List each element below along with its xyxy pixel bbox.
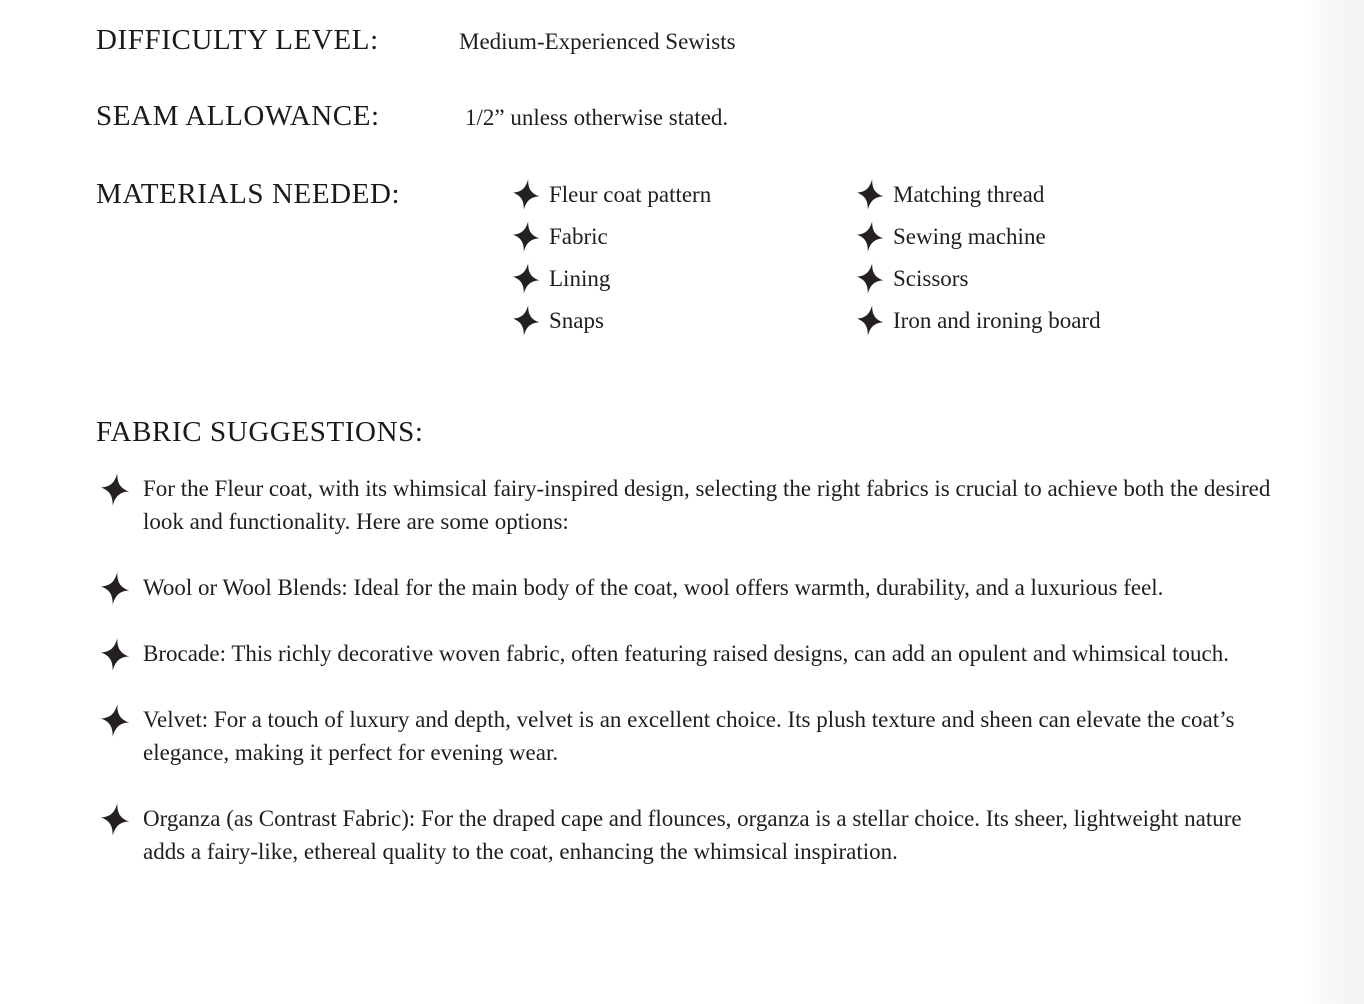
- sparkle-bullet-icon: [510, 177, 542, 212]
- materials-item: [512, 262, 711, 295]
- materials-item-label: Scissors: [893, 266, 969, 291]
- materials-item-label: Fabric: [549, 224, 608, 249]
- materials-item: [512, 178, 711, 211]
- fabric-suggestion-item: [100, 703, 1280, 769]
- materials-item: [856, 304, 1101, 337]
- materials-item: [856, 262, 1101, 295]
- seam-allowance-value: 1/2” unless otherwise stated.: [465, 105, 729, 130]
- materials-item: [856, 178, 1101, 211]
- materials-column-1: [512, 178, 711, 346]
- fabric-suggestions-label: FABRIC SUGGESTIONS:: [96, 416, 424, 448]
- fabric-suggestion-item: [100, 571, 1280, 604]
- sparkle-bullet-icon: [98, 636, 132, 673]
- seam-allowance-label: SEAM ALLOWANCE:: [96, 100, 380, 132]
- fabric-suggestion-item: [100, 637, 1280, 670]
- materials-item: [512, 220, 711, 253]
- materials-item-label: Iron and ironing board: [893, 308, 1101, 333]
- materials-column-2: [856, 178, 1101, 346]
- difficulty-value: Medium-Experienced Sewists: [459, 29, 736, 54]
- materials-item-label: Snaps: [549, 308, 604, 333]
- materials-needed-label: MATERIALS NEEDED:: [96, 178, 401, 210]
- sparkle-bullet-icon: [510, 303, 542, 338]
- sparkle-bullet-icon: [510, 261, 542, 296]
- sparkle-bullet-icon: [98, 570, 132, 607]
- sparkle-bullet-icon: [98, 801, 132, 838]
- sparkle-bullet-icon: [98, 702, 132, 739]
- materials-item: [856, 220, 1101, 253]
- sparkle-bullet-icon: [510, 219, 542, 254]
- sparkle-bullet-icon: [854, 261, 886, 296]
- page-edge-gutter: [1306, 0, 1364, 1004]
- materials-item-label: Sewing machine: [893, 224, 1046, 249]
- difficulty-row: [96, 22, 736, 58]
- difficulty-label: DIFFICULTY LEVEL:: [96, 24, 379, 56]
- fabric-suggestion-item: [100, 472, 1280, 538]
- materials-item-label: Fleur coat pattern: [549, 182, 712, 207]
- fabric-suggestion-item: [100, 802, 1280, 868]
- sparkle-bullet-icon: [854, 219, 886, 254]
- materials-item-label: Lining: [549, 266, 611, 291]
- sparkle-bullet-icon: [98, 471, 132, 508]
- sparkle-bullet-icon: [854, 177, 886, 212]
- fabric-suggestion-text: Organza (as Contrast Fabric): For the draped cape and flounces, organza is a stellar choice. Its sheer, lightweight nature adds a fairy-like, ethereal quality to the coat, enhancing the whimsical inspiration.: [143, 806, 1242, 864]
- fabric-suggestion-text: For the Fleur coat, with its whimsical fairy-inspired design, selecting the right fabrics is crucial to achieve both the desired look and functionality. Here are some options:: [143, 476, 1271, 534]
- fabric-suggestion-text: Brocade: This richly decorative woven fabric, often featuring raised designs, can add an opulent and whimsical touch.: [143, 641, 1229, 666]
- fabric-suggestions-list: [100, 472, 1280, 901]
- sparkle-bullet-icon: [854, 303, 886, 338]
- fabric-suggestion-text: Wool or Wool Blends: Ideal for the main body of the coat, wool offers warmth, durability, and a luxurious feel.: [143, 575, 1164, 600]
- seam-allowance-row: [96, 98, 728, 134]
- materials-item: [512, 304, 711, 337]
- fabric-suggestion-text: Velvet: For a touch of luxury and depth, velvet is an excellent choice. Its plush texture and sheen can elevate the coat’s elegance, making it perfect for evening wear.: [143, 707, 1235, 765]
- materials-item-label: Matching thread: [893, 182, 1045, 207]
